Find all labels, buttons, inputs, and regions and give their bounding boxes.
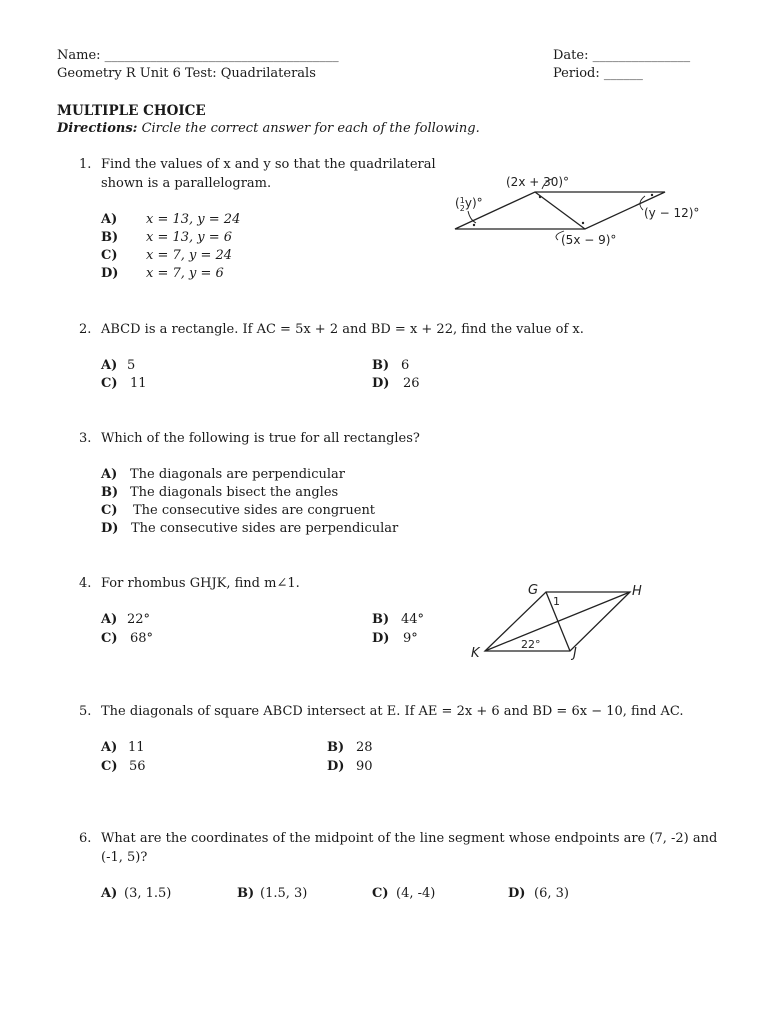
q6-choice-a-letter: A) — [101, 886, 118, 901]
q5-choice-a-text[interactable]: 11 — [128, 740, 145, 755]
question-3-number: 3. — [79, 431, 92, 446]
q1-choice-c-text[interactable]: x = 7, y = 24 — [146, 248, 233, 263]
name-field-label: Name: ____________________________________ — [57, 48, 339, 63]
q3-choice-c-text[interactable]: The consecutive sides are congruent — [133, 503, 376, 518]
q5-choice-d-text[interactable]: 90 — [356, 759, 373, 774]
q3-choice-c-letter: C) — [101, 503, 118, 518]
q3-choice-a-letter: A) — [101, 467, 118, 482]
q1-label-top: (2x + 30)° — [506, 175, 570, 189]
q6-choice-a-text[interactable]: (3, 1.5) — [124, 886, 172, 901]
question-1-text-line1: Find the values of x and y so that the quadrilateral — [101, 157, 436, 172]
q4-choice-a-text[interactable]: 22° — [127, 612, 151, 627]
q1-label-bottom: (5x − 9)° — [561, 233, 617, 247]
q4-choice-b-text[interactable]: 44° — [401, 612, 425, 627]
question-5-text: The diagonals of square ABCD intersect at E. If AE = 2x + 6 and BD = 6x − 10, find AC. — [101, 704, 684, 719]
q1-choice-c-letter: C) — [101, 248, 118, 263]
q6-choice-d-letter: D) — [508, 886, 526, 901]
period-field-label: Period: ______ — [553, 66, 643, 81]
q2-choice-a-letter: A) — [101, 358, 118, 373]
vertex-h-label: H — [632, 584, 642, 599]
q3-choice-b-letter: B) — [101, 485, 119, 500]
q1-choice-a-letter: A) — [101, 212, 118, 227]
q1-parallelogram-diagram — [440, 165, 715, 255]
q5-choice-d-letter: D) — [327, 759, 345, 774]
question-3-text: Which of the following is true for all rectangles? — [101, 431, 420, 446]
question-1-number: 1. — [79, 157, 92, 172]
directions — [57, 121, 480, 136]
q1-label-left: ($^1$ 2y)° — [455, 196, 483, 213]
angle-1-label: 1 — [553, 595, 560, 608]
q6-choice-b-text[interactable]: (1.5, 3) — [260, 886, 308, 901]
q6-choice-d-text[interactable]: (6, 3) — [534, 886, 569, 901]
question-1-text-line2: shown is a parallelogram. — [101, 176, 272, 191]
q5-choice-c-text[interactable]: 56 — [129, 759, 146, 774]
q6-choice-c-letter: C) — [372, 886, 389, 901]
q4-choice-c-letter: C) — [101, 631, 118, 646]
q4-choice-a-letter: A) — [101, 612, 118, 627]
q2-choice-b-text[interactable]: 6 — [401, 358, 410, 373]
q1-choice-b-text[interactable]: x = 13, y = 6 — [146, 230, 233, 245]
q3-choice-a-text[interactable]: The diagonals are perpendicular — [130, 467, 345, 482]
vertex-k-label: K — [471, 646, 480, 661]
q4-rhombus-diagram — [465, 578, 655, 664]
q5-choice-a-letter: A) — [101, 740, 118, 755]
q2-choice-c-text[interactable]: 11 — [130, 376, 147, 391]
q1-choice-d-text[interactable]: x = 7, y = 6 — [146, 266, 224, 281]
date-field-label: Date: _______________ — [553, 48, 691, 63]
q2-choice-d-letter: D) — [372, 376, 390, 391]
q2-choice-a-text[interactable]: 5 — [127, 358, 136, 373]
vertex-g-label: G — [528, 583, 539, 598]
angle-22-label: 22° — [521, 638, 541, 651]
q5-choice-b-text[interactable]: 28 — [356, 740, 373, 755]
q3-choice-d-text[interactable]: The consecutive sides are perpendicular — [131, 521, 399, 536]
question-6-text-line2: (-1, 5)? — [101, 850, 148, 865]
q2-choice-c-letter: C) — [101, 376, 118, 391]
q1-choice-d-letter: D) — [101, 266, 119, 281]
question-5-number: 5. — [79, 704, 92, 719]
directions-label: Directions: — [57, 121, 138, 136]
question-6-text-line1: What are the coordinates of the midpoint of the line segment whose endpoints are (7, -2) and — [101, 831, 718, 846]
q6-choice-c-text[interactable]: (4, -4) — [396, 886, 436, 901]
question-4-number: 4. — [79, 576, 92, 591]
directions-text: Circle the correct answer for each of the following. — [137, 121, 480, 136]
question-4-text: For rhombus GHJK, find m∠1. — [101, 576, 300, 591]
q5-choice-c-letter: C) — [101, 759, 118, 774]
q1-choice-a-text[interactable]: x = 13, y = 24 — [146, 212, 241, 227]
section-title: MULTIPLE CHOICE — [57, 103, 206, 119]
q4-choice-d-letter: D) — [372, 631, 390, 646]
q4-choice-b-letter: B) — [372, 612, 390, 627]
q1-choice-b-letter: B) — [101, 230, 119, 245]
q2-choice-b-letter: B) — [372, 358, 390, 373]
vertex-j-label: J — [573, 646, 577, 661]
q4-choice-c-text[interactable]: 68° — [130, 631, 154, 646]
q3-choice-d-letter: D) — [101, 521, 119, 536]
q2-choice-d-text[interactable]: 26 — [403, 376, 420, 391]
question-2-text: ABCD is a rectangle. If AC = 5x + 2 and BD = x + 22, find the value of x. — [101, 322, 584, 337]
q3-choice-b-text[interactable]: The diagonals bisect the angles — [130, 485, 339, 500]
parallelogram-diagonal — [535, 192, 585, 229]
q5-choice-b-letter: B) — [327, 740, 345, 755]
test-subtitle: Geometry R Unit 6 Test: Quadrilaterals — [57, 66, 316, 81]
q1-label-right: (y − 12)° — [644, 206, 700, 220]
q4-choice-d-text[interactable]: 9° — [403, 631, 418, 646]
q6-choice-b-letter: B) — [237, 886, 255, 901]
question-2-number: 2. — [79, 322, 92, 337]
question-6-number: 6. — [79, 831, 92, 846]
